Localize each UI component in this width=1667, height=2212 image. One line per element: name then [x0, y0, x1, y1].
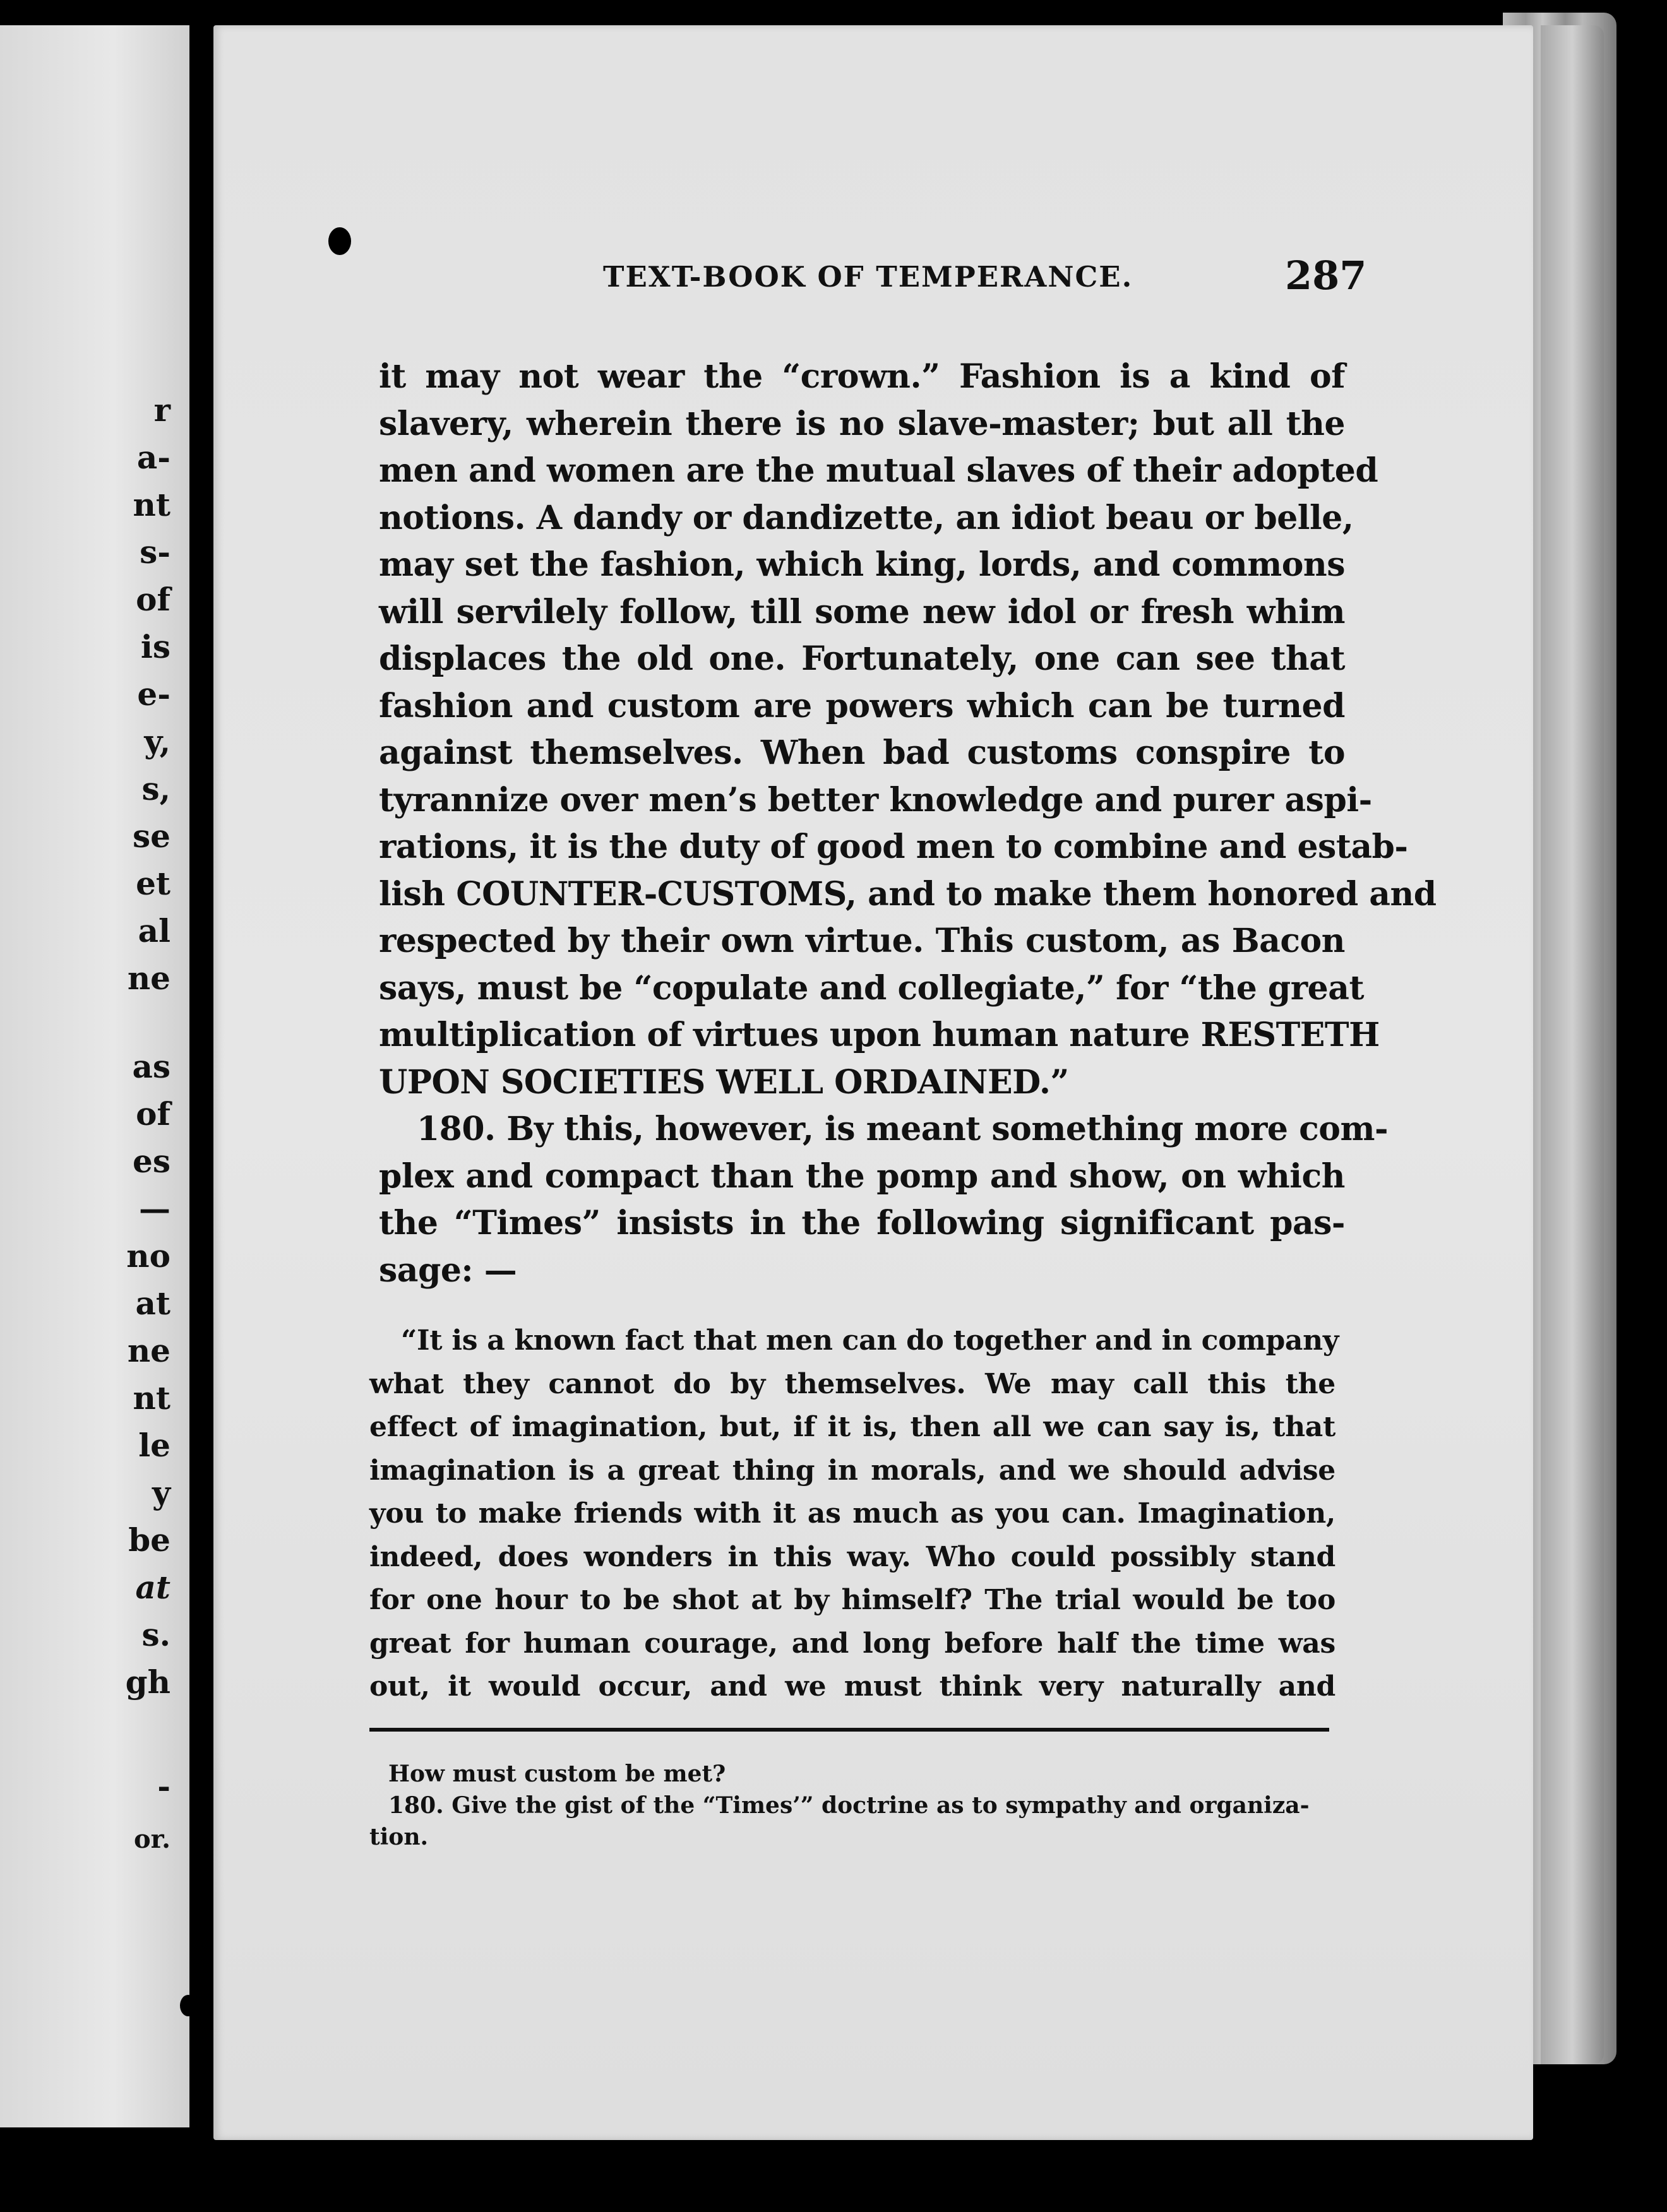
left-fragment: le [138, 1427, 170, 1464]
left-fragment: of [136, 1095, 170, 1133]
quote-line: what they cannot do by themselves. We may call this the [369, 1367, 1335, 1400]
text-line: slavery, wherein there is no slave-master; but all the [379, 404, 1345, 443]
left-fragment: ne [127, 1332, 170, 1369]
quote-line: effect of imagination, but, if it is, then all we can say is, that [369, 1411, 1335, 1443]
footnote-rule [369, 1728, 1329, 1732]
left-fragment: s. [141, 1616, 170, 1653]
text-line: against themselves. When bad customs conspire to [379, 734, 1345, 772]
left-fragment: is [140, 628, 170, 665]
left-fragment: s- [140, 533, 170, 571]
left-fragment: es [133, 1143, 170, 1180]
left-fragment: - [157, 1768, 170, 1805]
text-line: will servilely follow, till some new idol or fresh whim [379, 592, 1345, 631]
left-fragment: r [153, 391, 170, 429]
quote-line: you to make friends with it as much as you can. Imagination, [369, 1497, 1335, 1530]
question-line: tion. [369, 1824, 429, 1850]
text-line: multiplication of virtues upon human nature RESTETH [379, 1016, 1380, 1054]
left-fragment: at [135, 1285, 170, 1322]
quote-line: imagination is a great thing in morals, and we should advise [369, 1454, 1335, 1487]
book-gutter [189, 0, 215, 2212]
text-line: notions. A dandy or dandizette, an idiot beau or belle, [379, 498, 1354, 537]
paragraph-180 [379, 1106, 1389, 1294]
study-questions [369, 1758, 1329, 1853]
left-fragment: a- [136, 439, 170, 476]
left-fragment: gh [125, 1663, 170, 1701]
left-fragment: se [133, 818, 170, 855]
text-line: fashion and custom are powers which can be turned [379, 686, 1345, 725]
left-facing-page [0, 25, 189, 2127]
text-line: may set the fashion, which king, lords, and commons [379, 545, 1345, 584]
quote-line: great for human courage, and long before half the time was [369, 1627, 1335, 1660]
quote-line: for one hour to be shot at by himself? The trial would be too [369, 1584, 1335, 1616]
text-line: sage: — [379, 1251, 517, 1290]
left-fragment: or. [133, 1824, 170, 1854]
left-fragment: ne [127, 960, 170, 997]
text-line: it may not wear the “crown.” Fashion is a kind of [379, 357, 1345, 396]
ink-dot [328, 227, 351, 255]
left-fragment: — [139, 1190, 170, 1227]
left-fragment: at [135, 1569, 170, 1606]
text-line: the “Times” insists in the following significant pas- [379, 1204, 1345, 1242]
text-line: 180. By this, however, is meant something more com- [417, 1110, 1389, 1148]
left-fragment: al [138, 912, 170, 949]
text-line: plex and compact than the pomp and show, on which [379, 1157, 1345, 1196]
quote-line: “It is a known fact that men can do together and in company [401, 1324, 1339, 1357]
running-head: TEXT-BOOK OF TEMPERANCE. [603, 260, 1133, 294]
left-fragment: no [126, 1237, 170, 1275]
left-fragment: nt [133, 486, 170, 523]
quote-line: out, it would occur, and we must think very naturally and [369, 1670, 1335, 1703]
main-paragraph [379, 354, 1437, 1106]
left-fragment: of [136, 581, 170, 618]
left-fragment: y [152, 1474, 170, 1511]
left-fragment: y, [144, 723, 170, 760]
left-fragment: as [132, 1048, 170, 1085]
left-fragment: be [128, 1521, 170, 1559]
text-line: respected by their own virtue. This custom, as Bacon [379, 922, 1345, 960]
text-line: men and women are the mutual slaves of their adopted [379, 451, 1378, 490]
text-line: lish COUNTER-CUSTOMS, and to make them honored and [379, 874, 1437, 913]
text-line: displaces the old one. Fortunately, one can see that [379, 639, 1345, 678]
text-line: UPON SOCIETIES WELL ORDAINED.” [379, 1062, 1069, 1102]
quote-line: indeed, does wonders in this way. Who could possibly stand [369, 1540, 1335, 1573]
text-line: rations, it is the duty of good men to combine and estab- [379, 828, 1408, 866]
question-line: 180. Give the gist of the “Times’” doctrine as to sympathy and organiza- [388, 1792, 1310, 1819]
left-fragment: e- [137, 675, 170, 713]
left-fragment: et [136, 865, 170, 902]
left-fragment: nt [133, 1379, 170, 1417]
times-quotation [369, 1319, 1339, 1709]
left-fragment: s, [141, 770, 170, 807]
ink-spot [180, 1995, 196, 2016]
text-line: says, must be “copulate and collegiate,” for “the great [379, 968, 1364, 1008]
question-line: How must custom be met? [388, 1761, 726, 1787]
page-number: 287 [1285, 253, 1367, 299]
page-edge-stack-inner [1541, 25, 1604, 2064]
text-line: tyrannize over men’s better knowledge and purer aspi- [379, 780, 1372, 819]
